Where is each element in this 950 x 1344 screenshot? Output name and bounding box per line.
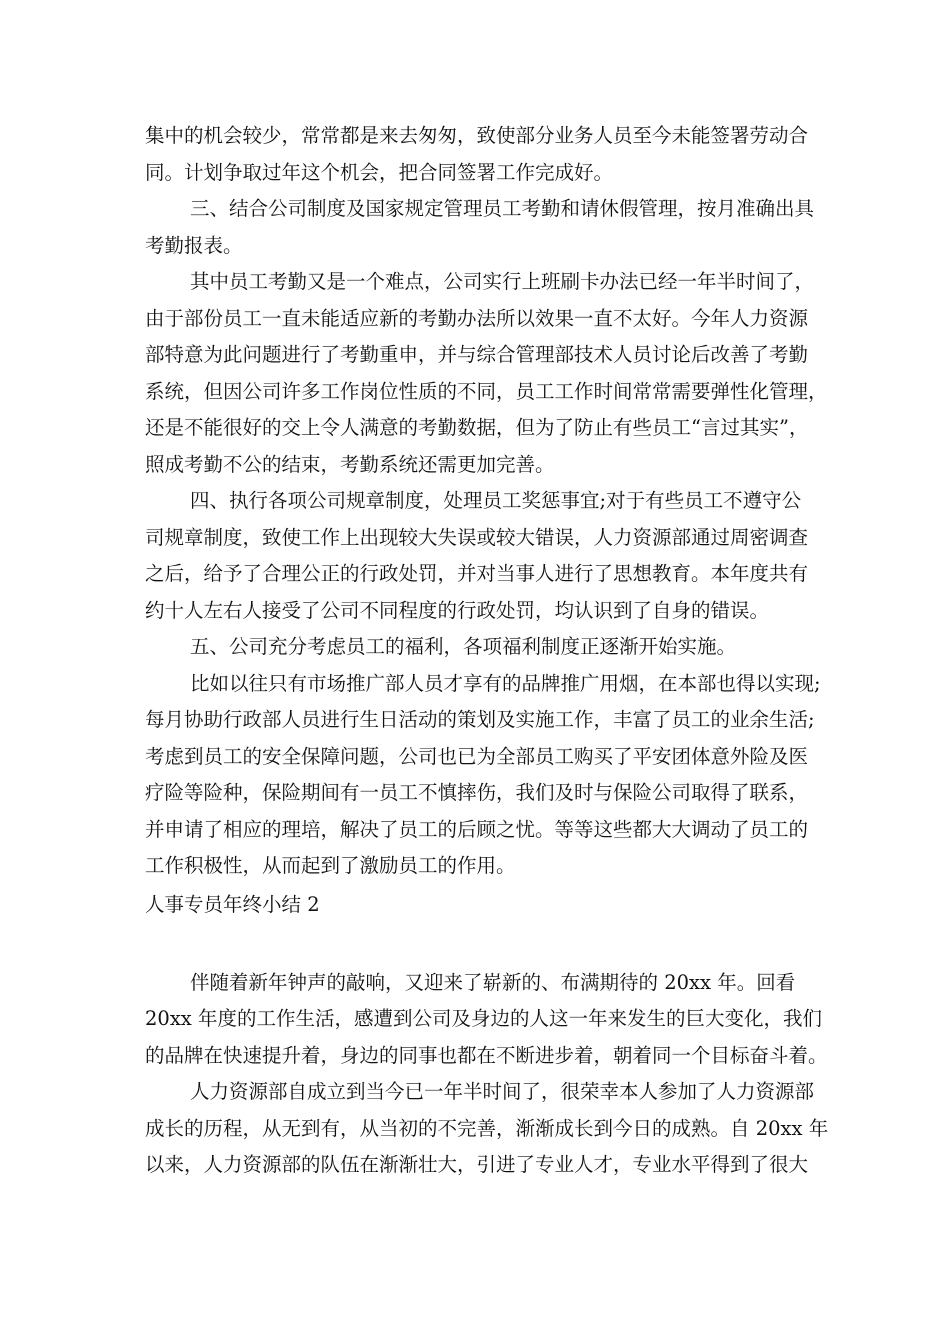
text-line: 三、结合公司制度及国家规定管理员工考勤和请休假管理，按月准确出具 <box>190 197 815 220</box>
text-line: 其中员工考勤又是一个难点，公司实行上班刷卡办法已经一年半时间了， <box>190 270 815 293</box>
text-line: 五、公司充分考虑员工的福利，各项福利制度正逐渐开始实施。 <box>190 635 737 658</box>
paragraph-gap <box>145 925 815 965</box>
document-body <box>145 118 829 1184</box>
text-line: 比如以往只有市场推广部人员才享有的品牌推广用烟，在本部也得以实现; <box>190 671 821 695</box>
text-line: 考勤报表。 <box>145 233 243 257</box>
text-line: 司规章制度，致使工作上出现较大失误或较大错误，人力资源部通过周密调查 <box>145 525 809 549</box>
text-line: 之后，给予了合理公正的行政处罚，并对当事人进行了思想教育。本年度共有 <box>145 562 809 585</box>
text-line: 还是不能很好的交上令人满意的考勤数据，但为了防止有些员工“言过其实”， <box>145 416 809 439</box>
text-line: 的品牌在快速提升着，身边的同事也都在不断进步着，朝着同一个目标奋斗着。 <box>145 1043 828 1067</box>
text-line: 20xx 年度的工作生活，感遭到公司及身边的人这一年来发生的巨大变化，我们 <box>145 1007 823 1030</box>
text-line: 由于部份员工一直未能适应新的考勤办法所以效果一直不太好。今年人力资源 <box>145 306 809 330</box>
text-line: 同。计划争取过年这个机会，把合同签署工作完成好。 <box>145 160 614 184</box>
text-line: 工作积极性，从而起到了激励员工的作用。 <box>145 854 516 877</box>
text-line: 考虑到员工的安全保障问题，公司也已为全部员工购买了平安团体意外险及医 <box>145 744 809 768</box>
text-line: 每月协助行政部人员进行生日活动的策划及实施工作，丰富了员工的业余生活; <box>145 708 815 731</box>
text-line: 约十人左右人接受了公司不同程度的行政处罚，均认识到了自身的错误。 <box>145 598 770 622</box>
text-line: 并申请了相应的理培，解决了员工的后顾之忧。等等这些都大大调动了员工的 <box>145 817 809 841</box>
text-line: 四、执行各项公司规章制度，处理员工奖惩事宜;对于有些员工不遵守公 <box>190 489 802 512</box>
text-line: 人力资源部自成立到当今已一年半时间了，很荣幸本人参加了人力资源部 <box>190 1080 815 1103</box>
text-line: 以来，人力资源部的队伍在渐渐壮大，引进了专业人才，专业水平得到了很大 <box>145 1153 809 1176</box>
text-line: 部特意为此问题进行了考勤重申，并与综合管理部技术人员讨论后改善了考勤 <box>145 343 809 366</box>
text-line: 系统，但因公司许多工作岗位性质的不同，员工工作时间常常需要弹性化管理， <box>145 379 828 403</box>
text-line: 疗险等险种，保险期间有一员工不慎摔伤，我们及时与保险公司取得了联系， <box>145 781 809 804</box>
text-line: 成长的历程，从无到有，从当初的不完善，渐渐成长到今日的成熟。自 20xx 年 <box>145 1116 829 1140</box>
text-line: 照成考勤不公的结束，考勤系统还需更加完善。 <box>145 452 555 476</box>
text-line: 集中的机会较少，常常都是来去匆匆，致使部分业务人员至今未能签署劳动合 <box>145 124 809 147</box>
section-two-text <box>145 965 829 1184</box>
section-one-text <box>145 118 828 885</box>
text-line: 伴随着新年钟声的敲响，又迎来了崭新的、布满期待的 20xx 年。回看 <box>190 970 796 994</box>
section-heading: 人事专员年终小结 2 <box>145 892 320 916</box>
